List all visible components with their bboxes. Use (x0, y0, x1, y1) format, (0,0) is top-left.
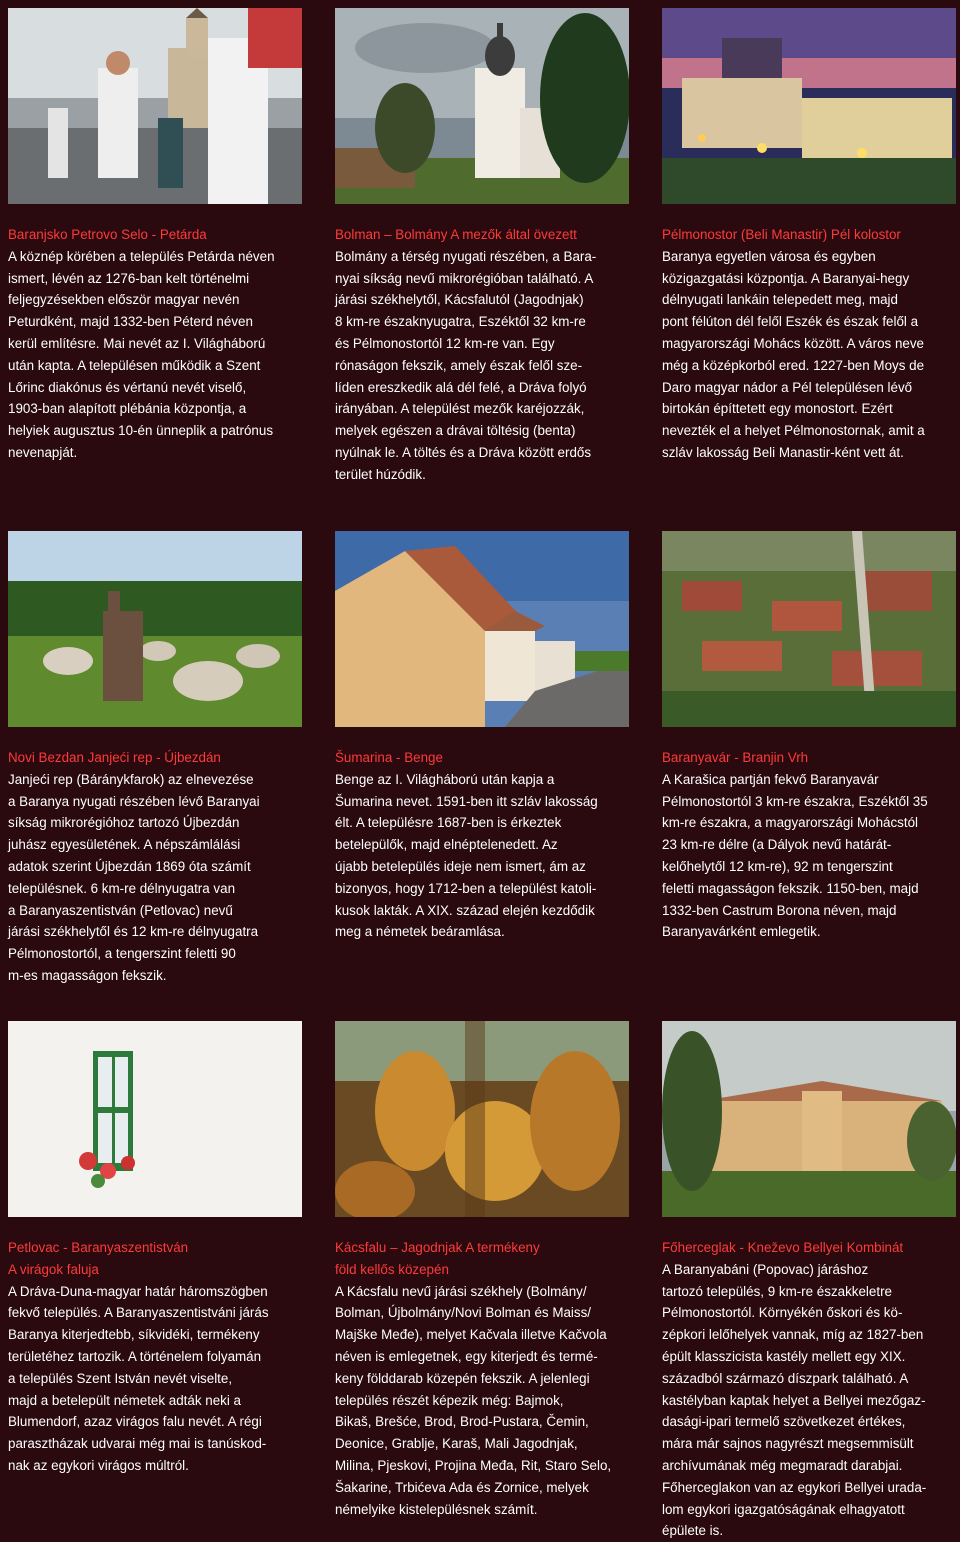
card-text: Benge az I. Világháború után kapja a Šumarina nevet. 1591-ben itt szláv lakosság élt. A településre 1687-ben is érkeztek betelepülők, majd elnéptelenedett. Az újabb betelepülés ideje nem ismert, ám az bizonyos, hogy 1712-ben a települést katoli- kusok lakták. A XIX. század elején kezdődik meg a németek beáramlása. (335, 771, 598, 940)
card-text: A Karašica partján fekvő Baranyavár Pélmonostortól 3 km-re északra, Eszéktől 35 km-re északra, a magyarországi Mohácstól 23 km-re délre (a Dályok nevű határát- kelőhelytől 12 km-re), 92 m tengerszint feletti magasságon fekszik. 1150-ben, majd 1332-ben Castrum Borona néven, majd Baranyavárként emlegetik. (662, 771, 928, 940)
card-kacsfalu (335, 1021, 629, 1520)
card-pelmonostor (662, 8, 956, 464)
card-title: Šumarina - Benge (335, 750, 443, 765)
card-petarda (8, 8, 302, 464)
photo-town-night (662, 8, 956, 204)
card-title: Baranyavár - Branjin Vrh (662, 750, 809, 765)
card-benge (335, 531, 629, 943)
card-title: Baranjsko Petrovo Selo - Petárda (8, 227, 207, 242)
card-text: A Dráva-Duna-magyar határ háromszögben fekvő település. A Baranyaszentistváni járás Baranya kiterjedtebb, síkvidéki, termékeny területéhez tartozik. A történelem folyamán a település Szent István nevét viselte, majd a betelepült németek adták neki a Blumendorf, azaz virágos falu nevét. A régi parasztházak udvarai még mai is tanúskod- nak az egykori virágos múltról. (8, 1283, 269, 1473)
card-text: A köznép körében a település Petárda néven ismert, lévén az 1276-ban kelt történelmi feljegyzésekben először magyar nevén Peturdként, majd 1332-ben Péterd néven kerül említésre. Mai nevét az I. Világháború után kapta. A településen működik a Szent Lőrinc diakónus és vértanú nevét viselő, 1903-ban alapított plébánia központja, a helyiek augusztus 10-én ünneplik a patrónus nevenapját. (8, 248, 275, 460)
card-title: Főherceglak - Kneževo Bellyei Kombinát (662, 1240, 904, 1255)
photo-aerial-village (662, 531, 956, 727)
card-ujbezdan (8, 531, 302, 987)
card-bolman (335, 8, 629, 486)
card-text: Janjeći rep (Báránykfarok) az elnevezése a Baranya nyugati részében lévő Baranyai síkság mikrorégióhoz tartozó Újbezdán juhász egyesületének. A népszámlálási adatok szerint Újbezdán 1869 óta számít településnek. 6 km-re délnyugatra van a Baranyaszentistván (Petlovac) nevű járási székhelytől és 12 km-re délnyugatra Pélmonostortól, a tengerszint feletti 90 m-es magasságon fekszik. (8, 771, 260, 983)
photo-corn-field (335, 1021, 629, 1217)
card-text: Bolmány a térség nyugati részében, a Bara- nyai síkság nevű mikrorégióban található. A járási székhelytől, Kácsfalutól (Jagodnjak) 8 km-re északnyugatra, Eszéktől 32 km-re és Pélmonostortól 12 km-re van. Egy rónaságon fekszik, amely észak felől sze- líden ereszkedik alá dél felé, a Dráva folyó irányában. A települést mezők karéjozzák, melyek egészen a drávai töltésig (benta) nyúlnak le. A töltés és a Dráva között erdős terület húzódik. (335, 248, 597, 482)
card-text: Baranya egyetlen városa és egyben közigazgatási központja. A Baranyai-hegy délnyugati lankáin telepedett meg, majd pont félúton dél felől Eszék és észak felől a magyarországi Mohács között. A város neve még a középkorból ered. 1227-ben Moys de Daro magyar nádor a Pél településen lévő birtokán építtetett egy monostort. Ezért nevezték el a helyet Pélmonostornak, amit a szláv lakosság Beli Manastir-ként vett át. (662, 248, 925, 460)
photo-village-houses (335, 531, 629, 727)
card-text: A Kácsfalu nevű járási székhely (Bolmány/ Bolman, Újbolmány/Novi Bolman és Maiss/ Majške Međe), melyet Kačvala illetve Kačvola néven is emlegetnek, egy kiterjedt és termé- keny földdarab közepén fekszik. A jelenlegi település részét képezik még: Bajmok, Bikaš, Brešće, Brod, Brod-Pustara, Čemin, Deonice, Grablje, Karaš, Mali Jagodnjak, Milina, Pjeskovi, Projina Međa, Rit, Staro Selo, Šakarine, Trbićeva Ada és Zornice, melyek némelyike kistelepülésnek számít. (335, 1283, 612, 1517)
photo-folk-procession (8, 8, 302, 204)
card-title: Bolman – Bolmány A mezők által övezett (335, 227, 577, 242)
photo-castle (662, 1021, 956, 1217)
card-text: A Baranyabáni (Popovac) járáshoz tartozó település, 9 km-re északkeletre Pélmonostortól. Környékén őskori és kö- zépkori lelőhelyek vannak, míg az 1827-ben épült klasszicista kastély mellett egy XIX. századból származó díszpark található. A kastélyban kaptak helyet a Bellyei mezőgaz- dasági-ipari termelő szövetkezet értékes, mára már sajnos nagyrészt megsemmisült archívumának még megmaradt darabjai. Főherceglakon van az egykori Bellyei urada- lom egykori igazgatóságának elhagyatott épülete is. (662, 1261, 927, 1539)
card-title: Novi Bezdan Janjeći rep - Újbezdán (8, 750, 221, 765)
card-title: Pélmonostor (Beli Manastir) Pél kolostor (662, 227, 901, 242)
photo-church-bolman (335, 8, 629, 204)
card-title: Kácsfalu – Jagodnjak A termékeny föld kellős közepén (335, 1240, 540, 1277)
card-petlovac (8, 1021, 302, 1477)
card-title: Petlovac - Baranyaszentistván A virágok faluja (8, 1240, 189, 1277)
card-foherceglak (662, 1021, 956, 1542)
card-baranyavar (662, 531, 956, 943)
photo-sheep-donkey (8, 531, 302, 727)
photo-window-flowers (8, 1021, 302, 1217)
